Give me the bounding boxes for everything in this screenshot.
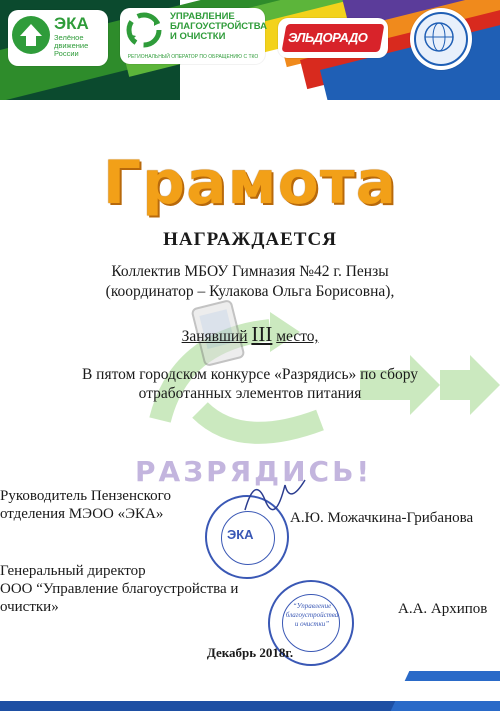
first-position-line-1: Руководитель Пензенского xyxy=(0,488,171,504)
ub-logo-subtitle: РЕГИОНАЛЬНЫЙ ОПЕРАТОР ПО ОБРАЩЕНИЮ С ТКО xyxy=(127,54,259,60)
eka-stamp-text: ЭКА xyxy=(227,527,254,542)
geographic-society-logo xyxy=(410,8,472,70)
eldorado-logo xyxy=(278,18,388,58)
eka-logo-title: ЭКА xyxy=(54,14,89,33)
awarded-heading: НАГРАЖДАЕТСЯ xyxy=(163,229,337,250)
contest-line-2: отработанных элементов питания xyxy=(138,385,362,402)
second-position-line-1: Генеральный директор xyxy=(0,563,146,579)
issue-date: Декабрь 2018г. xyxy=(206,645,294,660)
contest-line-1: В пятом городском конкурсе «Разрядись» по сбору xyxy=(81,366,419,383)
ub-logo xyxy=(120,8,265,64)
recipient-line-1: Коллектив МБОУ Гимназия №42 г. Пензы xyxy=(111,263,389,280)
eka-logo-subtitle: Зелёное движение России xyxy=(54,33,89,58)
certificate-title: Грамота xyxy=(102,148,398,218)
second-signatory-name: А.А. Архипов xyxy=(398,601,488,617)
first-position-line-2: отделения МЭОО «ЭКА» xyxy=(0,506,164,522)
first-signatory-name: А.Ю. Можачкина-Грибанова xyxy=(290,510,474,526)
campaign-logo: РАЗРЯДИСЬ! xyxy=(135,455,373,488)
place-line xyxy=(0,322,500,347)
place-prefix: Занявший xyxy=(181,328,248,345)
recipient-line-2: (координатор – Кулакова Ольга Борисовна), xyxy=(105,283,395,300)
first-signatory-position xyxy=(0,487,171,523)
recycle-icon xyxy=(124,10,164,50)
place-suffix: место, xyxy=(276,328,319,345)
tree-arrow-icon xyxy=(12,16,50,54)
ub-logo-title: УПРАВЛЕНИЕ БЛАГОУСТРОЙСТВА И ОЧИСТКИ xyxy=(170,11,267,42)
decor-bottom-white xyxy=(0,681,500,701)
globe-icon xyxy=(414,12,468,66)
eldorado-logo-text: ЭЛЬДОРАДО xyxy=(288,30,368,45)
place-number: III xyxy=(251,322,273,346)
second-position-line-2: ООО “Управление благоустройства и xyxy=(0,581,239,597)
ub-stamp-text: “Управление благоустройства и очистки” xyxy=(285,602,339,628)
eka-logo xyxy=(8,10,108,66)
second-position-line-3: очистки» xyxy=(0,599,59,615)
second-signatory-position xyxy=(0,562,238,616)
